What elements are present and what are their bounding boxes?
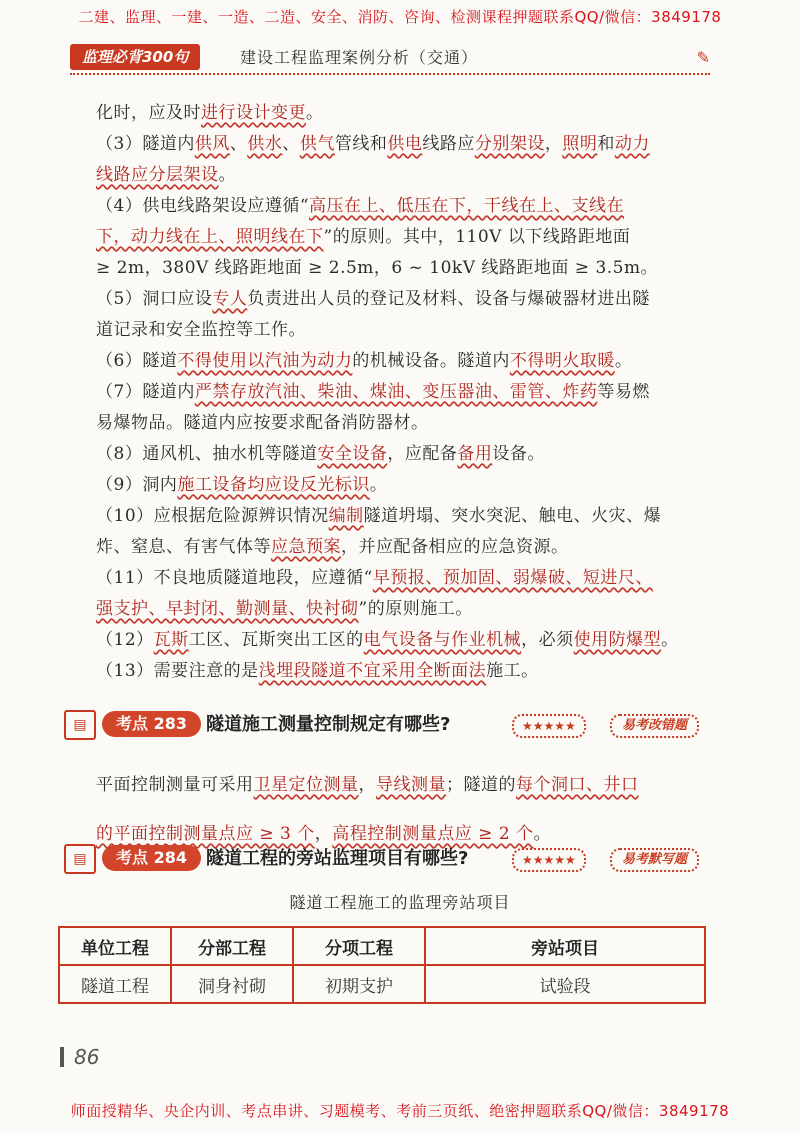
text-line <box>96 656 708 687</box>
text-segment: （7）隧道内 <box>96 382 195 402</box>
table-header-cell: 分部工程 <box>171 927 293 965</box>
text-line <box>96 501 708 532</box>
text-segment: ，并应配备相应的应急资源。 <box>341 537 569 557</box>
text-line <box>96 625 708 656</box>
text-segment: ；隧道的 <box>446 775 516 795</box>
highlighted-phrase: 分别架设 <box>474 134 545 154</box>
text-segment: 管线和 <box>334 134 388 154</box>
text-segment: 的机械设备。隧道内 <box>352 351 510 371</box>
text-line <box>96 594 708 625</box>
highlighted-phrase: 导线测量 <box>376 775 446 795</box>
text-line <box>96 470 708 501</box>
text-segment: （6）隧道 <box>96 351 178 371</box>
section-283-heading <box>64 706 704 742</box>
highlighted-phrase: 严禁存放汽油、柴油、煤油、变压器油、雷管、炸药 <box>194 382 598 402</box>
text-segment: 和 <box>597 134 615 154</box>
highlighted-phrase: 备用 <box>457 444 493 464</box>
text-line <box>96 532 708 563</box>
table-cell: 洞身衬砌 <box>171 965 293 1003</box>
text-segment: ≥ 2m，380V 线路距地面 ≥ 2.5m，6 ~ 10kV 线路距地面 ≥ 3.5m。 <box>96 258 659 278</box>
highlighted-phrase: 电气设备与作业机械 <box>363 630 522 650</box>
top-promo-banner: 二建、监理、一建、一造、二造、安全、消防、咨询、检测课程押题联系QQ/微信：3849178 <box>78 8 722 26</box>
page-header <box>70 42 710 74</box>
text-line <box>96 377 708 408</box>
text-segment: 。 <box>369 475 388 495</box>
text-segment: 负责进出人员的登记及材料、设备与爆破器材进出隧 <box>247 289 650 309</box>
table-row <box>59 965 705 1003</box>
text-line <box>96 315 708 346</box>
text-segment: 线路应 <box>422 134 475 154</box>
text-segment: 化时，应及时 <box>96 103 201 123</box>
book-icon: ▤ <box>64 844 96 874</box>
text-segment: （13）需要注意的是 <box>96 661 259 681</box>
text-segment: ”的原则。其中，110V 以下线路距地面 <box>323 227 631 247</box>
table-cell: 隧道工程 <box>59 965 171 1003</box>
text-line <box>96 191 708 222</box>
header-divider <box>70 73 710 75</box>
highlighted-phrase: 每个洞口、井口 <box>516 775 639 795</box>
text-segment: 炸、窒息、有害气体等 <box>96 537 271 557</box>
highlighted-phrase: 的平面控制测量点应 ≥ 3 个 <box>96 824 315 844</box>
highlighted-phrase: 供气 <box>299 134 335 154</box>
text-segment: 隧道坍塌、突水突泥、触电、火灾、爆 <box>363 506 662 526</box>
text-segment: 设备。 <box>492 444 545 464</box>
text-segment: 等易燃 <box>597 382 650 402</box>
series-tag: 监理必背300句 <box>70 44 200 70</box>
text-segment: （10）应根据危险源辨识情况 <box>96 506 329 526</box>
book-title: 建设工程监理案例分析（交通） <box>240 48 479 67</box>
table-header-cell: 单位工程 <box>59 927 171 965</box>
highlighted-phrase: 施工设备均应设反光标识 <box>177 475 370 495</box>
highlighted-phrase: 浅埋段隧道不宜采用全断面法 <box>258 661 487 681</box>
table-cell: 试验段 <box>425 965 705 1003</box>
text-segment: ，必须 <box>521 630 574 650</box>
highlighted-phrase: 卫星定位测量 <box>253 775 359 795</box>
text-segment: 施工。 <box>486 661 539 681</box>
text-segment: （12） <box>96 630 154 650</box>
highlighted-phrase: 进行设计变更 <box>201 103 306 123</box>
text-line <box>96 98 708 129</box>
highlighted-phrase: 编制 <box>328 506 364 526</box>
highlighted-phrase: 高压在上、低压在下，干线在上、支线在 <box>309 196 625 216</box>
text-segment: ， <box>544 134 563 154</box>
page-number-value: 86 <box>74 1045 100 1069</box>
text-segment: ， <box>358 775 376 795</box>
section-question: 隧道施工测量控制规定有哪些? <box>206 714 451 735</box>
section-number-badge: 考点 284 <box>102 845 201 871</box>
text-line <box>96 253 708 284</box>
table-header-row <box>59 927 705 965</box>
text-line <box>96 284 708 315</box>
highlighted-phrase: 使用防爆型 <box>573 630 662 650</box>
text-segment: （8）通风机、抽水机等隧道 <box>96 444 318 464</box>
question-type-badge: 易考改错题 <box>610 714 699 738</box>
text-segment: 工区、瓦斯突出工区的 <box>188 630 364 650</box>
table-header-cell: 分项工程 <box>293 927 425 965</box>
highlighted-phrase: 供水 <box>247 134 283 154</box>
text-line <box>96 129 708 160</box>
text-segment: 。 <box>306 103 324 123</box>
text-line <box>96 769 708 801</box>
text-segment: （5）洞口应设 <box>96 289 213 309</box>
text-line <box>96 222 708 253</box>
text-line <box>96 439 708 470</box>
highlighted-phrase: 安全设备 <box>317 444 388 464</box>
text-segment: 。 <box>661 630 679 650</box>
highlighted-phrase: 动力 <box>614 134 650 154</box>
bottom-promo-banner: 师面授精华、央企内训、考点串讲、习题模考、考前三页纸、绝密押题联系QQ/微信：3849178 <box>70 1102 730 1120</box>
text-segment: 。 <box>614 351 633 371</box>
table-cell: 初期支护 <box>293 965 425 1003</box>
highlighted-phrase: 瓦斯 <box>153 630 189 650</box>
highlighted-phrase: 应急预案 <box>271 537 341 557</box>
supervision-table <box>58 926 706 1004</box>
importance-stars: ★★★★★ <box>512 714 586 738</box>
section-number-badge: 考点 283 <box>102 711 201 737</box>
text-segment: 、 <box>282 134 300 154</box>
highlighted-phrase: 不得明火取暖 <box>509 351 615 371</box>
text-segment: 。 <box>533 824 552 844</box>
safety-rules-text <box>96 98 708 687</box>
text-segment: 、 <box>229 134 248 154</box>
text-segment: 易爆物品。隧道内应按要求配备消防器材。 <box>96 413 429 433</box>
text-segment: ， <box>314 824 333 844</box>
importance-stars: ★★★★★ <box>512 848 586 872</box>
highlighted-phrase: 专人 <box>212 289 248 309</box>
text-segment: （9）洞内 <box>96 475 178 495</box>
highlighted-phrase: 供风 <box>194 134 230 154</box>
text-line <box>96 160 708 191</box>
highlighted-phrase: 高程控制测量点应 ≥ 2 个 <box>332 824 534 844</box>
text-segment: 。 <box>218 165 236 185</box>
text-segment: 平面控制测量可采用 <box>96 775 254 795</box>
text-segment: ，应配备 <box>387 444 458 464</box>
text-segment: （11）不良地质隧道地段，应遵循“ <box>96 568 373 588</box>
table-header-cell: 旁站项目 <box>425 927 705 965</box>
section-question: 隧道工程的旁站监理项目有哪些? <box>206 848 469 869</box>
page-number <box>60 1045 99 1069</box>
text-line <box>96 563 708 594</box>
highlighted-phrase: 不得使用以汽油为动力 <box>177 351 353 371</box>
question-type-badge: 易考默写题 <box>610 848 699 872</box>
highlighted-phrase: 强支护、早封闭、勤测量、快衬砌 <box>96 599 359 619</box>
section-284-heading <box>64 840 704 876</box>
text-segment: （3）隧道内 <box>96 134 195 154</box>
pen-icon: ✎ <box>696 48 710 67</box>
text-segment: ”的原则施工。 <box>358 599 473 619</box>
table-caption: 隧道工程施工的监理旁站项目 <box>289 893 511 912</box>
text-line <box>96 346 708 377</box>
highlighted-phrase: 下，动力线在上、照明线在下 <box>96 227 324 247</box>
book-icon: ▤ <box>64 710 96 740</box>
highlighted-phrase: 线路应分层架设 <box>96 165 219 185</box>
highlighted-phrase: 供电 <box>387 134 423 154</box>
highlighted-phrase: 照明 <box>562 134 598 154</box>
text-segment: （4）供电线路架设应遵循“ <box>96 196 310 216</box>
highlighted-phrase: 早预报、预加固、弱爆破、短进尺、 <box>372 568 653 588</box>
text-line <box>96 408 708 439</box>
text-segment: 道记录和安全监控等工作。 <box>96 320 306 340</box>
